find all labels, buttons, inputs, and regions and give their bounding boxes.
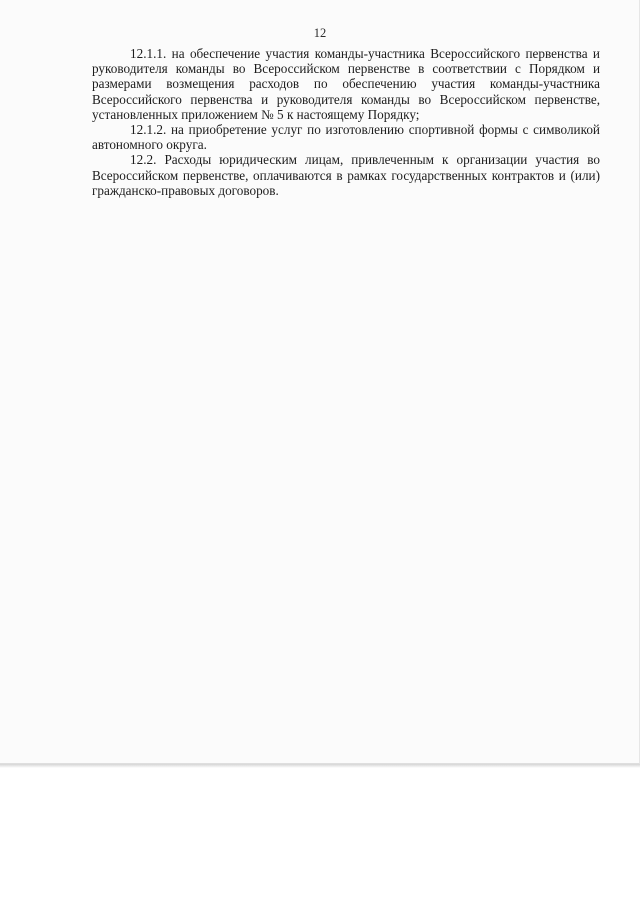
page-number: 12 [313,26,327,40]
paragraph-12-1-2: 12.1.2. на приобретение услуг по изготовлению спортивной формы с символикой автономного округа. [92,122,600,153]
body-text [92,46,600,198]
paragraph-12-2: 12.2. Расходы юридическим лицам, привлеченным к организации участия во Всероссийском первенстве, оплачиваются в рамках государственных контрактов и (или) гражданско-правовых договоров. [92,152,600,198]
page-edge-shadow [0,764,640,768]
paragraph-12-1-1: 12.1.1. на обеспечение участия команды-участника Всероссийского первенства и руководителя команды во Всероссийском первенстве в соответствии с Порядком и размерами возмещения расходов по обеспечению участия команды-участника Всероссийского первенства и руководителя команды во Всероссийском первенстве, установленных приложением № 5 к настоящему Порядку; [92,46,600,122]
